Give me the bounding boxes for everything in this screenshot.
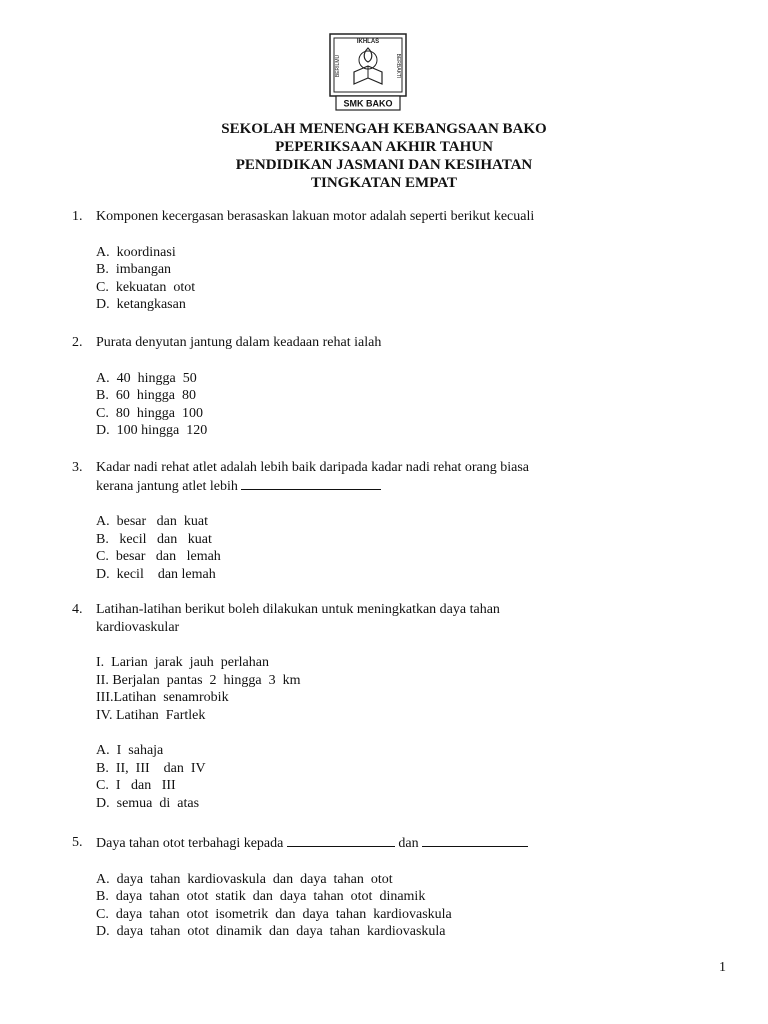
question-stem: Purata denyutan jantung dalam keadaan rehat ialah [96, 335, 382, 350]
option-a[interactable]: A. besar dan kuat [96, 514, 208, 529]
statement-iv: IV. Latihan Fartlek [96, 707, 206, 723]
question-stem: Daya tahan otot terbahagi kepada dan [96, 834, 528, 853]
page-number: 1 [719, 960, 726, 975]
logo-caption: SMK BAKO [343, 98, 393, 109]
subject-title: PENDIDIKAN JASMANI DAN KESIHATAN [235, 157, 533, 173]
option-c[interactable]: C. I dan III [96, 778, 176, 793]
exam-header [0, 120, 768, 192]
option-c[interactable]: C. 80 hingga 100 [96, 405, 203, 421]
option-c[interactable]: C. daya tahan otot isometrik dan daya tahan kardiovaskula [96, 906, 452, 922]
school-logo [328, 32, 408, 112]
option-d[interactable]: D. daya tahan otot dinamik dan daya tahan kardiovaskula [96, 924, 446, 939]
question-stem: Komponen kecergasan berasaskan lakuan motor adalah seperti berikut kecuali [96, 209, 535, 224]
options-list [96, 742, 608, 812]
option-a[interactable]: A. daya tahan kardiovaskula dan daya tahan otot [96, 871, 393, 887]
statement-ii: II. Berjalan pantas 2 hingga 3 km [96, 672, 301, 688]
question-3 [72, 459, 608, 583]
svg-text:IKHLAS: IKHLAS [356, 39, 380, 45]
option-d[interactable]: D. semua di atas [96, 795, 200, 811]
option-c[interactable]: C. besar dan lemah [96, 549, 221, 564]
question-number: 2. [72, 335, 83, 350]
option-c[interactable]: C. kekuatan otot [96, 279, 196, 295]
option-b[interactable]: B. imbangan [96, 262, 172, 277]
question-number: 4. [72, 602, 83, 617]
question-4 [72, 601, 608, 812]
statement-i: I. Larian jarak jauh perlahan [96, 655, 269, 670]
option-a[interactable]: A. koordinasi [96, 244, 176, 260]
options-list [96, 370, 608, 440]
answer-blank-1[interactable] [287, 834, 395, 847]
question-2 [72, 334, 608, 440]
options-list [96, 513, 608, 583]
question-number: 3. [72, 460, 83, 475]
exam-title: PEPERIKSAAN AKHIR TAHUN [275, 139, 493, 155]
option-b[interactable]: B. 60 hingga 80 [96, 388, 196, 403]
school-name: SEKOLAH MENENGAH KEBANGSAAN BAKO [221, 121, 547, 137]
answer-blank-2[interactable] [422, 834, 528, 847]
option-b[interactable]: B. daya tahan otot statik dan daya tahan otot dinamik [96, 889, 426, 904]
options-list [96, 244, 608, 314]
option-b[interactable]: B. kecil dan kuat [96, 531, 212, 547]
svg-text:BERBAKTI: BERBAKTI [395, 53, 401, 79]
question-stem-line2: kerana jantung atlet lebih [96, 477, 608, 496]
options-list [96, 871, 528, 941]
statement-iii: III.Latihan senamrobik [96, 690, 229, 705]
option-a[interactable]: A. I sahaja [96, 743, 164, 758]
option-b[interactable]: B. II, III dan IV [96, 760, 206, 776]
option-d[interactable]: D. ketangkasan [96, 297, 186, 312]
form-level: TINGKATAN EMPAT [311, 175, 457, 191]
svg-text:BERILMU: BERILMU [335, 54, 341, 78]
question-1 [72, 208, 608, 314]
question-stem: Latihan-latihan berikut boleh dilakukan untuk meningkatkan daya tahan [96, 602, 500, 617]
question-stem: Kadar nadi rehat atlet adalah lebih baik daripada kadar nadi rehat orang biasa [96, 460, 530, 475]
statement-list [96, 654, 608, 724]
option-d[interactable]: D. kecil dan lemah [96, 566, 216, 582]
question-stem-line2: kardiovaskular [96, 619, 180, 635]
question-5 [72, 834, 528, 941]
question-number: 5. [72, 835, 83, 850]
flame-icon [364, 48, 372, 62]
option-a[interactable]: A. 40 hingga 50 [96, 370, 197, 386]
answer-blank[interactable] [241, 477, 381, 490]
option-d[interactable]: D. 100 hingga 120 [96, 423, 208, 438]
question-number: 1. [72, 209, 83, 224]
